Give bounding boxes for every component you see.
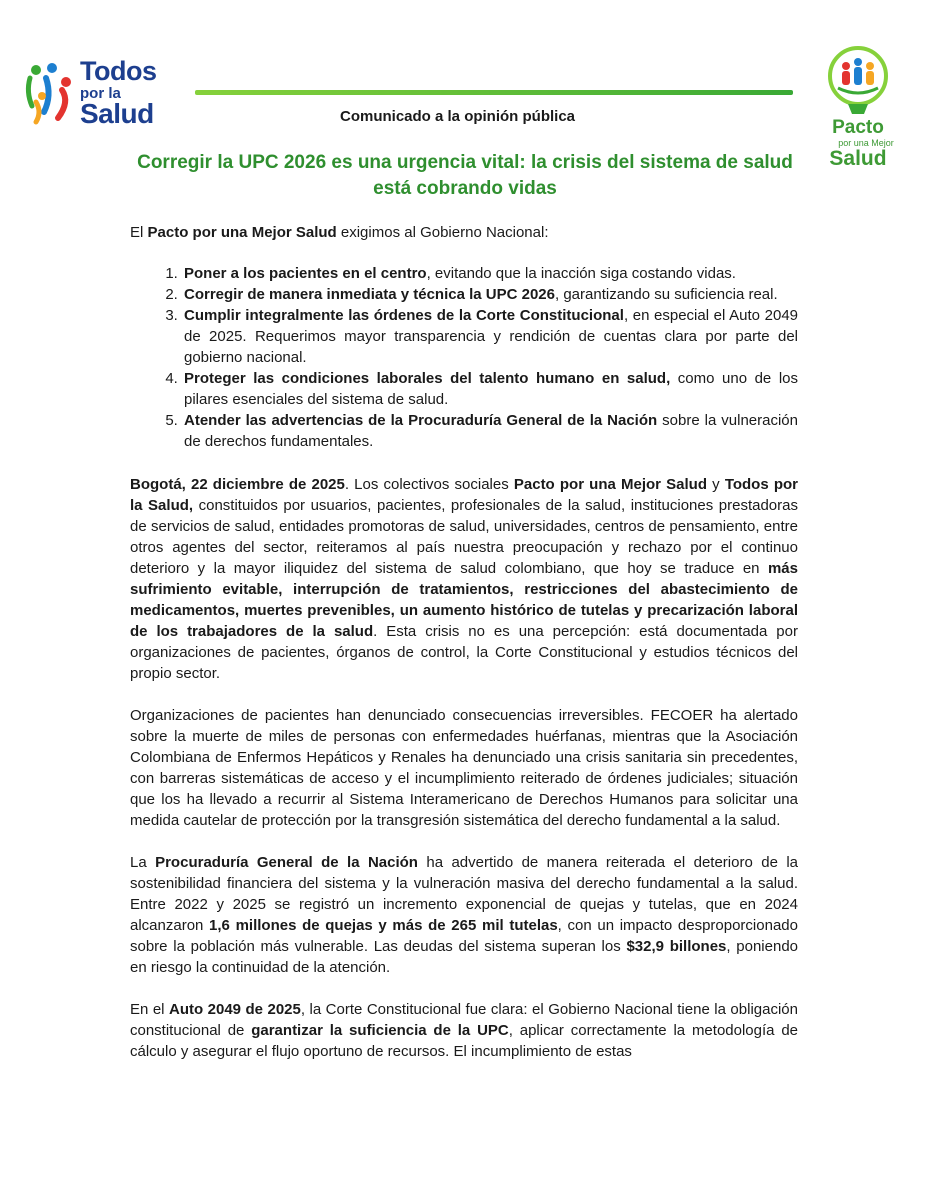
para-bold: Auto 2049 de 2025 — [169, 1001, 301, 1018]
logo-text-todos: Todos — [80, 56, 157, 86]
list-item — [182, 284, 798, 305]
people-figures-icon — [22, 62, 78, 126]
demand-bold: Corregir de manera inmediata y técnica la UPC 2026 — [184, 286, 555, 303]
para-text: . Esta crisis no es una percepción: está documentada por organizaciones de pacientes, órganos de control, la Corte Constitucional y estudios técnicos del propio sector. — [130, 623, 798, 682]
para-text: y — [707, 476, 725, 493]
demand-bold: Proteger las condiciones laborales del talento humano en salud, — [184, 370, 671, 387]
demand-text: , garantizando su suficiencia real. — [555, 286, 778, 303]
list-item — [182, 410, 798, 452]
list-item — [182, 263, 798, 284]
demand-text: , evitando que la inacción siga costando vidas. — [426, 265, 736, 282]
demand-bold: Poner a los pacientes en el centro — [184, 265, 427, 282]
demand-text: sobre la vulneración de derechos fundamentales. — [184, 412, 798, 450]
para-text: , aplicar correctamente la metodología de cálculo y asegurar el flujo oportuno de recursos. El incumplimiento de estas — [130, 1022, 799, 1060]
para-text: , la Corte Constitucional fue clara: el Gobierno Nacional tiene la obligación constitucional de — [130, 1001, 798, 1039]
paragraph-auto-2049 — [130, 999, 798, 1062]
document-body — [130, 222, 798, 1083]
para-text: constituidos por usuarios, pacientes, profesionales de la salud, instituciones prestadoras de servicios de salud, entidades promotoras de salud, universidades, centros de pensamiento, entre otros agentes del sector, reiteramos al país nuestra preocupación y rechazo por el continuo deterioro y la mayor iliquidez del sistema de salud colombiano, que hoy se traduce en — [130, 497, 798, 577]
demand-text: como uno de los pilares esenciales del sistema de salud. — [184, 370, 798, 408]
logo-text-por-la: por la — [80, 85, 121, 102]
paragraph-bogota-statement — [130, 474, 798, 684]
para-text: , con un impacto desproporcionado sobre la población más vulnerable. Las deudas del sistema superan los — [130, 917, 798, 955]
logo-text-por-una-mejor: por una Mejor — [838, 138, 894, 148]
paragraph-patient-organizations: Organizaciones de pacientes han denunciado consecuencias irreversibles. FECOER ha alertado sobre la muerte de miles de personas con enfermedades huérfanas, mientras que la Asociación Colombiana de Enfermos Hepáticos y Renales ha denunciado una crisis sanitaria sin precedentes, con barreras sistemáticas de acceso y el incumplimiento reiterado de órdenes judiciales; situación que los ha llevado a recurrir al Sistema Interamericano de Derechos Humanos para solicitar una medida cautelar de protección por la transgresión sistemática del derecho fundamental a la salud. — [130, 707, 798, 829]
para-bold: 1,6 millones de quejas y más de 265 mil tutelas — [209, 917, 558, 934]
para-bold: garantizar la suficiencia de la UPC — [251, 1022, 509, 1039]
document-header-title: Comunicado a la opinión pública — [340, 108, 576, 125]
para-bold: Pacto por una Mejor Salud — [513, 476, 707, 493]
document-headline: Corregir la UPC 2026 es una urgencia vital: la crisis del sistema de salud está cobrando vidas — [137, 152, 793, 199]
header-divider — [195, 90, 793, 95]
demand-text: , en especial el Auto 2049 de 2025. Requerimos mayor transparencia y rendición de cuentas clara por parte del gobierno nacional. — [184, 307, 798, 366]
para-text: , poniendo en riesgo la continuidad de la atención. — [130, 938, 798, 976]
intro-paragraph — [130, 222, 798, 243]
para-text: ha advertido de manera reiterada el deterioro de la sostenibilidad financiera del sistema y la vulneración masiva del derecho fundamental a la salud. Entre 2022 y 2025 se registró un incremento exponencial de quejas y tutelas, que en 2024 alcanzaron — [130, 854, 798, 934]
intro-bold: Pacto por una Mejor Salud — [147, 224, 337, 241]
para-bold: $32,9 billones — [626, 938, 727, 955]
para-bold: Procuraduría General de la Nación — [155, 854, 418, 871]
logo-text-salud: Salud — [80, 98, 154, 129]
todos-por-la-salud-logo — [22, 58, 182, 128]
dateline: Bogotá, 22 diciembre de 2025 — [130, 476, 345, 493]
para-text: En el — [130, 1001, 169, 1018]
intro-text: El — [130, 224, 148, 241]
todos-por-la-salud-wordmark — [80, 58, 156, 128]
paragraph-procuraduria — [130, 852, 798, 978]
list-item — [182, 305, 798, 368]
logo-text-salud-right: Salud — [829, 147, 887, 170]
para-bold: Todos por la Salud, — [130, 476, 799, 514]
para-text: . Los colectivos sociales — [344, 476, 514, 493]
pacto-por-una-mejor-salud-logo — [808, 42, 908, 172]
logo-text-pacto: Pacto — [832, 117, 884, 138]
lightbulb-people-icon — [808, 42, 908, 118]
demand-bold: Cumplir integralmente las órdenes de la Corte Constitucional — [184, 307, 624, 324]
para-bold: más sufrimiento evitable, interrupción de tratamientos, restricciones del abastecimiento de medicamentos, muertes prevenibles, un aumento histórico de tutelas y precarización laboral de los trabajadores de la salud — [130, 560, 798, 640]
para-text: La — [130, 854, 156, 871]
intro-text-end: exigimos al Gobierno Nacional: — [336, 224, 549, 241]
demand-bold: Atender las advertencias de la Procuraduría General de la Nación — [184, 412, 658, 429]
list-item — [182, 368, 798, 410]
demands-list — [130, 263, 798, 452]
